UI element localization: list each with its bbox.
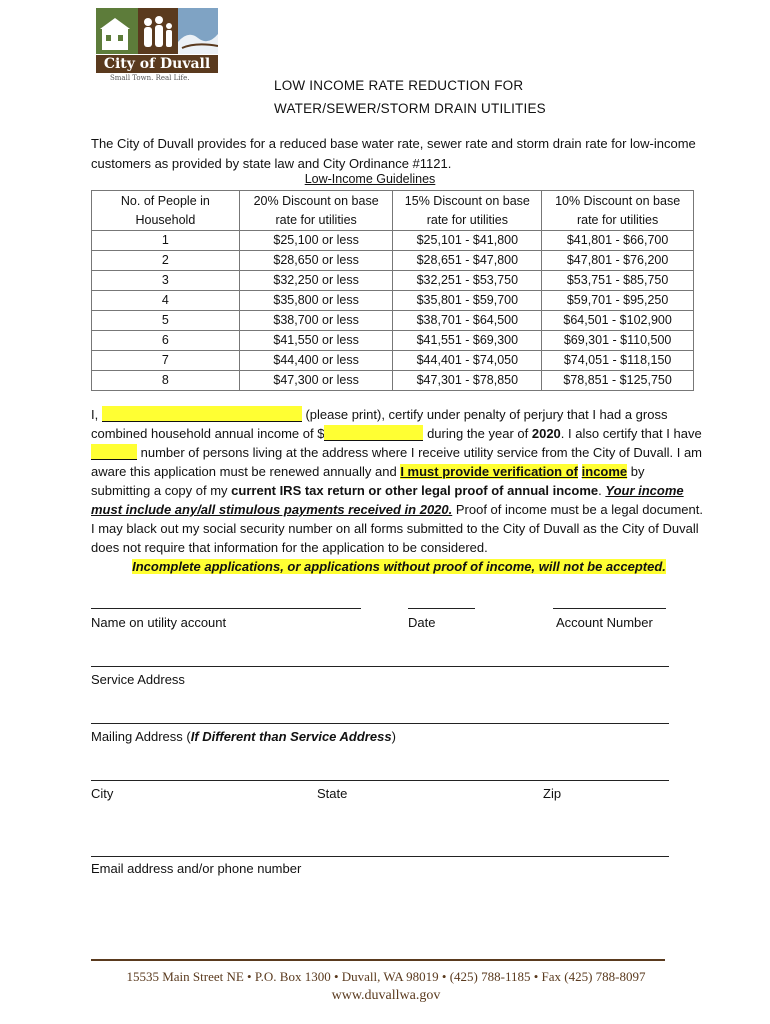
cell-tier-10: $47,801 - $76,200 [542, 251, 694, 271]
cell-tier-15: $28,651 - $47,800 [393, 251, 542, 271]
header-20-discount: 20% Discount on base rate for utilities [239, 191, 393, 231]
state-label: State [317, 786, 348, 801]
account-number-line[interactable] [553, 608, 666, 609]
cell-tier-20: $28,650 or less [239, 251, 393, 271]
cell-tier-20: $32,250 or less [239, 271, 393, 291]
city-state-zip-line[interactable] [91, 780, 669, 781]
cert-text: by submitting a copy of my [91, 464, 645, 498]
city-logo [96, 8, 220, 82]
incomplete-warning: Incomplete applications, or applications without proof of income, will not be accepted. [132, 559, 666, 574]
cell-household-size: 3 [92, 271, 240, 291]
cell-tier-10: $69,301 - $110,500 [542, 331, 694, 351]
guidelines-title: Low-Income Guidelines [304, 172, 436, 186]
zip-label: Zip [543, 786, 562, 801]
cert-text: during the year of [423, 426, 532, 441]
cell-tier-10: $41,801 - $66,700 [542, 231, 694, 251]
cell-tier-15: $47,301 - $78,850 [393, 371, 542, 391]
footer-address: 15535 Main Street NE • P.O. Box 1300 • Duvall, WA 98019 • (425) 788-1185 • Fax (425) 788-8097 [126, 969, 646, 984]
cell-tier-10: $59,701 - $95,250 [542, 291, 694, 311]
table-row [92, 371, 694, 391]
table-row [92, 231, 694, 251]
certification-paragraph [91, 405, 707, 576]
cert-text: . I also certify that I have [560, 426, 702, 441]
service-address-line[interactable] [91, 666, 669, 667]
print-name-blank[interactable] [102, 406, 302, 422]
form-title [274, 74, 546, 120]
table-row [92, 251, 694, 271]
header-10-discount: 10% Discount on base rate for utilities [542, 191, 694, 231]
cell-tier-15: $25,101 - $41,800 [393, 231, 542, 251]
cell-household-size: 2 [92, 251, 240, 271]
name-label: Name on utility account [91, 615, 227, 630]
header-15-discount: 15% Discount on base rate for utilities [393, 191, 542, 231]
cell-tier-15: $35,801 - $59,700 [393, 291, 542, 311]
cert-text: I, [91, 407, 102, 422]
verification-notice: I must provide verification of [400, 464, 579, 479]
cell-tier-10: $53,751 - $85,750 [542, 271, 694, 291]
cert-text: . [598, 483, 602, 498]
contact-line[interactable] [91, 856, 669, 857]
intro-paragraph: The City of Duvall provides for a reduced base water rate, sewer rate and storm drain rate for low-income customers as provided by state law and City Ordinance #1121. [91, 136, 696, 171]
cell-household-size: 4 [92, 291, 240, 311]
cell-household-size: 6 [92, 331, 240, 351]
logo-name: City of Duvall [96, 55, 218, 73]
table-header-row [92, 191, 694, 231]
cert-text: Proof of income must be a legal document. I may black out my social security number on all forms submitted to the City of Duvall as the City of Duvall does not require that information for the application to be considered. [91, 502, 703, 555]
table-row [92, 351, 694, 371]
account-number-label: Account Number [556, 615, 653, 630]
cell-household-size: 7 [92, 351, 240, 371]
form-title-line-2: WATER/SEWER/STORM DRAIN UTILITIES [274, 101, 546, 116]
stimulus-notice: Your income must include any/all stimulous payments received in 2020. [91, 483, 684, 517]
form-title-line-1: LOW INCOME RATE REDUCTION FOR [274, 78, 524, 93]
logo-artwork [96, 8, 218, 54]
cell-tier-15: $38,701 - $64,500 [393, 311, 542, 331]
cert-text: (please print), certify under penalty of perjury that I had a gross combined household annual income of $ [91, 407, 668, 441]
cell-household-size: 1 [92, 231, 240, 251]
footer-website[interactable]: www.duvallwa.gov [331, 988, 441, 1003]
irs-requirement: current IRS tax return or other legal proof of annual income [231, 483, 599, 498]
date-label: Date [408, 615, 436, 630]
cell-tier-20: $44,400 or less [239, 351, 393, 371]
name-line[interactable] [91, 608, 361, 609]
table-row [92, 291, 694, 311]
cell-tier-15: $32,251 - $53,750 [393, 271, 542, 291]
cell-household-size: 8 [92, 371, 240, 391]
verification-notice-cont: income [581, 464, 628, 479]
city-label: City [91, 786, 114, 801]
logo-tagline: Small Town. Real Life. [110, 74, 190, 82]
cell-tier-15: $41,551 - $69,300 [393, 331, 542, 351]
cell-tier-15: $44,401 - $74,050 [393, 351, 542, 371]
service-address-label: Service Address [91, 672, 185, 687]
income-amount-blank[interactable] [324, 425, 423, 441]
mailing-address-label: Mailing Address (If Different than Service Address) [91, 729, 396, 744]
household-count-blank[interactable] [91, 444, 137, 460]
income-guidelines-table [91, 190, 694, 391]
cert-text: number of persons living at the address where I receive utility service from the City of Duvall. I am aware this application must be renewed annually and [91, 445, 703, 479]
header-household: No. of People in Household [92, 191, 240, 231]
cell-tier-20: $41,550 or less [239, 331, 393, 351]
contact-label: Email address and/or phone number [91, 861, 302, 876]
cell-tier-20: $47,300 or less [239, 371, 393, 391]
mailing-address-line[interactable] [91, 723, 669, 724]
income-year: 2020 [531, 426, 561, 441]
cell-household-size: 5 [92, 311, 240, 331]
cell-tier-10: $78,851 - $125,750 [542, 371, 694, 391]
date-line[interactable] [408, 608, 475, 609]
table-body [92, 231, 694, 391]
footer-divider [91, 959, 665, 961]
cell-tier-20: $25,100 or less [239, 231, 393, 251]
cell-tier-20: $35,800 or less [239, 291, 393, 311]
cell-tier-10: $74,051 - $118,150 [542, 351, 694, 371]
table-row [92, 331, 694, 351]
cell-tier-20: $38,700 or less [239, 311, 393, 331]
cell-tier-10: $64,501 - $102,900 [542, 311, 694, 331]
table-row [92, 271, 694, 291]
table-row [92, 311, 694, 331]
